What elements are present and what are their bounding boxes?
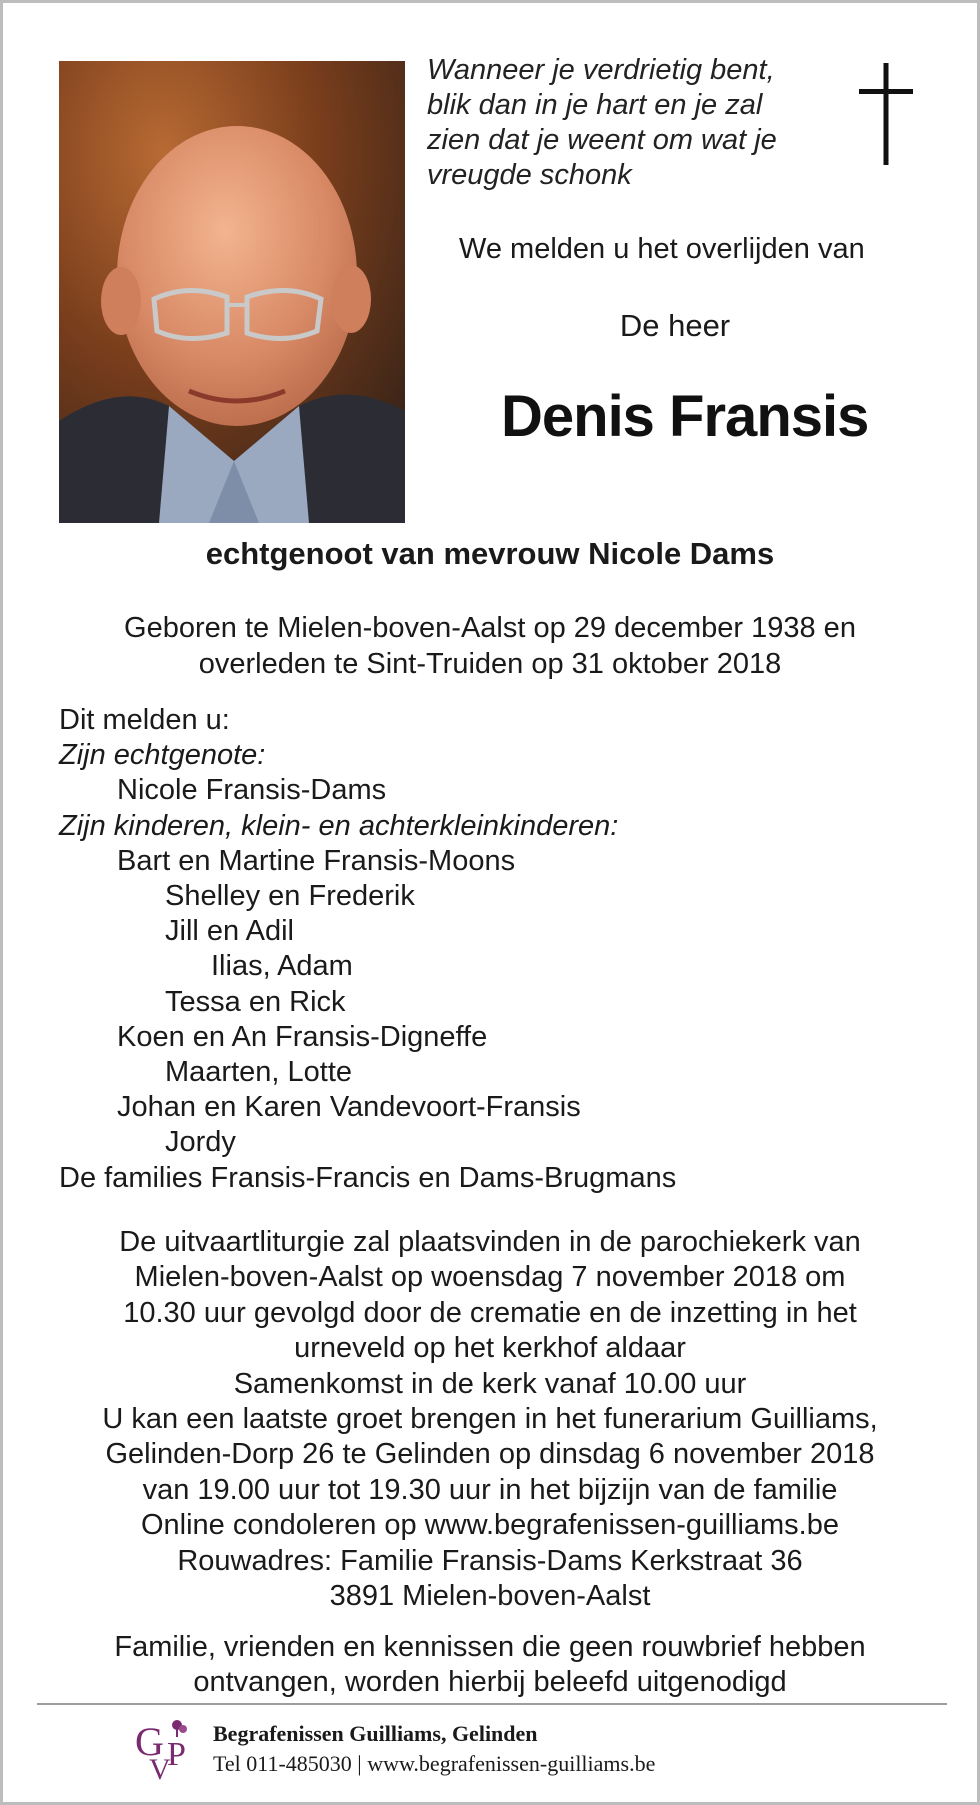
memorial-verse: [427, 53, 777, 193]
closing-invitation: [3, 1630, 977, 1700]
family-member-line: Ilias, Adam: [211, 950, 353, 983]
service-line: U kan een laatste groet brengen in het funerarium Guilliams,: [102, 1403, 878, 1436]
closing-line: Familie, vrienden en kennissen die geen rouwbrief hebben: [114, 1631, 866, 1663]
family-group-heading: Zijn kinderen, klein- en achterkleinkinderen:: [59, 809, 619, 842]
funeral-home-contact: Tel 011-485030 | www.begrafenissen-guilliams.be: [213, 1751, 656, 1776]
service-line: Mielen-boven-Aalst op woensdag 7 november 2018 om: [134, 1261, 846, 1294]
family-member-line: Dit melden u:: [59, 704, 230, 736]
family-member-line: Shelley en Frederik: [165, 880, 415, 913]
service-line: Gelinden-Dorp 26 te Gelinden op dinsdag 6 november 2018: [105, 1438, 875, 1471]
announcement-text: We melden u het overlijden van: [459, 233, 865, 265]
family-member-line: Jill en Adil: [165, 915, 294, 948]
service-line: urneveld op het kerkhof aldaar: [294, 1332, 686, 1365]
service-line: De uitvaartliturgie zal plaatsvinden in de parochiekerk van: [119, 1226, 861, 1258]
svg-text:V: V: [149, 1753, 171, 1786]
service-line: Online condoleren op www.begrafenissen-guilliams.be: [140, 1509, 839, 1542]
family-group-heading: Zijn echtgenote:: [59, 739, 266, 772]
portrait-illustration: [59, 61, 405, 523]
funeral-home-logo-icon: [133, 1715, 195, 1787]
verse-line: Wanneer je verdrietig bent,: [427, 54, 775, 86]
family-member-line: Bart en Martine Fransis-Moons: [117, 844, 516, 877]
service-line: Samenkomst in de kerk vanaf 10.00 uur: [233, 1367, 747, 1400]
birth-line: Geboren te Mielen-boven-Aalst op 29 december 1938 en: [124, 612, 856, 644]
family-member-line: Nicole Fransis-Dams: [117, 774, 387, 807]
family-member-line: Johan en Karen Vandevoort-Fransis: [117, 1091, 581, 1124]
family-list: [59, 703, 676, 1196]
service-line: Rouwadres: Familie Fransis-Dams Kerkstraat 36: [177, 1544, 803, 1577]
funeral-home-name: Begrafenissen Guilliams, Gelinden: [213, 1721, 538, 1746]
family-member-line: De families Fransis-Francis en Dams-Brugmans: [59, 1161, 677, 1194]
spouse-line: echtgenoot van mevrouw Nicole Dams: [205, 536, 775, 571]
verse-line: vreugde schonk: [427, 159, 632, 191]
svg-text:G: G: [135, 1719, 164, 1764]
deceased-name: Denis Fransis: [501, 384, 869, 449]
closing-line: ontvangen, worden hierbij beleefd uitgenodigd: [193, 1666, 787, 1698]
verse-line: zien dat je weent om wat je: [427, 124, 777, 156]
portrait-photo: [59, 61, 405, 523]
cross-icon: [859, 63, 913, 165]
service-details: [3, 1225, 977, 1614]
death-line: overleden te Sint-Truiden op 31 oktober 2018: [198, 648, 782, 680]
honorific-title: De heer: [619, 308, 731, 343]
verse-line: blik dan in je hart en je zal: [427, 89, 763, 121]
service-line: van 19.00 uur tot 19.30 uur in het bijzijn van de familie: [142, 1473, 838, 1506]
service-line: 3891 Mielen-boven-Aalst: [329, 1580, 651, 1613]
family-member-line: Koen en An Fransis-Digneffe: [117, 1020, 488, 1053]
family-member-line: Tessa en Rick: [165, 985, 346, 1018]
family-member-line: Maarten, Lotte: [165, 1056, 352, 1089]
service-line: 10.30 uur gevolgd door de crematie en de inzetting in het: [123, 1296, 857, 1329]
birth-death-block: [3, 610, 977, 682]
family-member-line: Jordy: [165, 1126, 236, 1159]
svg-text:P: P: [167, 1736, 186, 1773]
footer-divider: [37, 1703, 947, 1705]
